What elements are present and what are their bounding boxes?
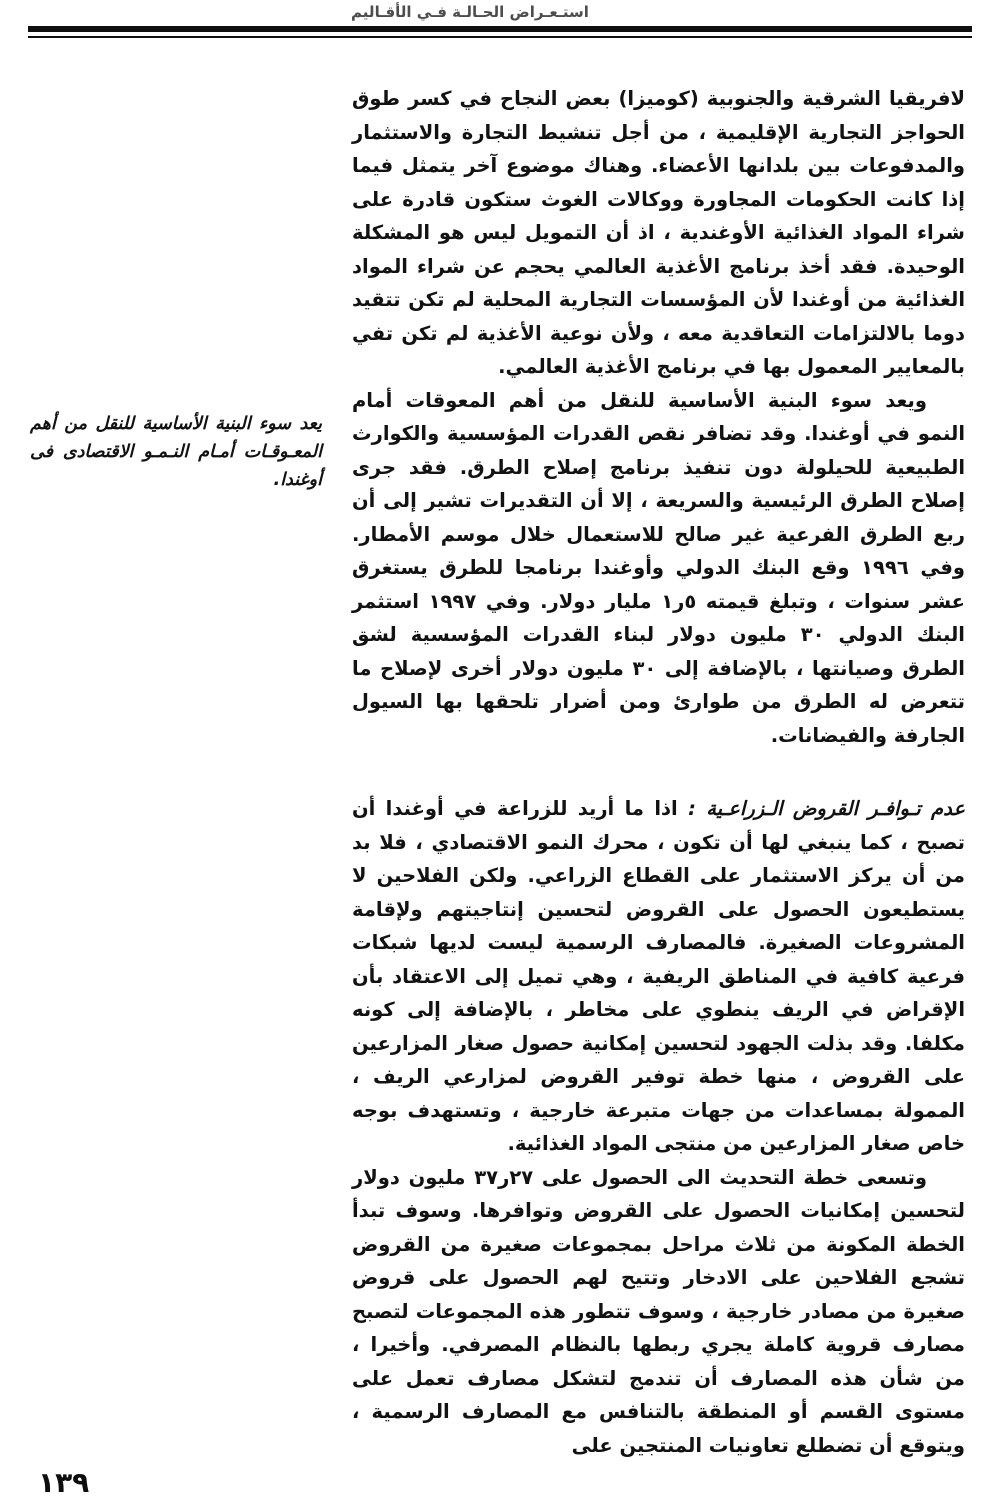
running-header: استـعـراض الحـالـة فـي الأقـاليم — [351, 3, 589, 21]
page-number: ١٣٩ — [38, 1466, 90, 1499]
margin-note: يعد سوء البنية الأساسية للنقل من أهم المعـوقـات أمـام النـمـو الاقتصادى فى أوغندا. — [30, 414, 322, 490]
paragraph-credit-body: اذا ما أريد للزراعة في أوغندا أن تصبح ، كما ينبغي لها أن تكون ، محرك النمو الاقتصادي ، فلا بد من أن يركز الاستثمار على القطاع الزراعي. ولكن الفلاحين لا يستطيعون الحصول على القروض لتحسين إنتاجيتهم ولإقامة المشروعات الصغيرة. فالمصارف الرسمية ليست لديها شبكات فرعية كافية في المناطق الريفية ، وهي تميل إلى الاعتقاد بأن الإقراض في الريف ينطوي على مخاطر ، بالإضافة إلى كونه مكلفا. وقد بذلت الجهود لتحسين إمكانية حصول صغار المزارعين على القروض ، منها خطة توفير القروض لمزارعي الريف ، الممولة بمساعدات من جهات متبرعة خارجية ، وتستهدف بوجه خاص صغار المزارعين من منتجى المواد الغذائية. — [352, 797, 965, 1155]
paragraph-modernization-plan: وتسعى خطة التحديث الى الحصول على ٢٧ر٣٧ مليون دولار لتحسين إمكانيات الحصول على القروض وتوافرها. وسوف تبدأ الخطة المكونة من ثلاث مراحل بمجموعات صغيرة من القروض تشجع الفلاحين على الادخار وتتيح لهم الحصول على قروض صغيرة من مصادر خارجية ، وسوف تتطور هذه المجموعات لتصبح مصارف قروية كاملة يجري ربطها بالنظام المصرفي. وأخيرا ، من شأن هذه المصارف أن تندمج لتشكل مصارف تعمل على مستوى القسم أو المنطقة بالتنافس مع المصارف الرسمية ، ويتوقع أن تضطلع تعاونيات المنتجين على — [352, 1165, 965, 1457]
paragraph-transport-infrastructure: ويعد سوء البنية الأساسية للنقل من أهم المعوقات أمام النمو في أوغندا. وقد تضافر نقص القدرات المؤسسية والكوارث الطبيعية للحيلولة دون تنفيذ برنامج إصلاح الطرق. فقد جرى إصلاح الطرق الرئيسية والسريعة ، إلا أن التقديرات تشير إلى أن ربع الطرق الفرعية غير صالح للاستعمال خلال موسم الأمطار. وفي ١٩٩٦ وقع البنك الدولي وأوغندا برنامجا للطرق يستغرق عشر سنوات ، وتبلغ قيمته ٥ر١ مليار دولار. وفي ١٩٩٧ استثمر البنك الدولي ٣٠ مليون دولار لبناء القدرات المؤسسية لشق الطرق وصيانتها ، بالإضافة إلى ٣٠ مليون دولار أخرى لإصلاح ما تتعرض له الطرق من طوارئ ومن أضرار تلحقها بها السيول الجارفة والفيضانات. — [352, 388, 965, 747]
header-rule-thick — [28, 26, 972, 32]
paragraph-regional-trade: لافريقيا الشرقية والجنوبية (كوميزا) بعض النجاح في كسر طوق الحواجز التجارية الإقليمية ، من أجل تنشيط التجارة والاستثمار والمدفوعات بين بلدانها الأعضاء. وهناك موضوع آخر يتمثل فيما إذا كانت الحكومات المجاورة ووكالات الغوث ستكون قادرة على شراء المواد الغذائية الأوغندية ، اذ أن التمويل ليس هو المشكلة الوحيدة. فقد أخذ برنامج الأغذية العالمي يحجم عن شراء المواد الغذائية من أوغندا لأن المؤسسات التجارية المحلية لم تكن تتقيد دوما بالالتزامات التعاقدية معه ، ولأن نوعية الأغذية لم تكن تفي بالمعايير المعمول بها في برنامج الأغذية العالمي. — [352, 87, 965, 378]
body-column — [352, 82, 965, 1462]
paragraph-agricultural-credit — [352, 792, 965, 1161]
paragraph-lead-heading: عدم تـوافـر القروض الـزراعـية : — [688, 797, 965, 820]
header-rule-thin — [28, 36, 972, 38]
